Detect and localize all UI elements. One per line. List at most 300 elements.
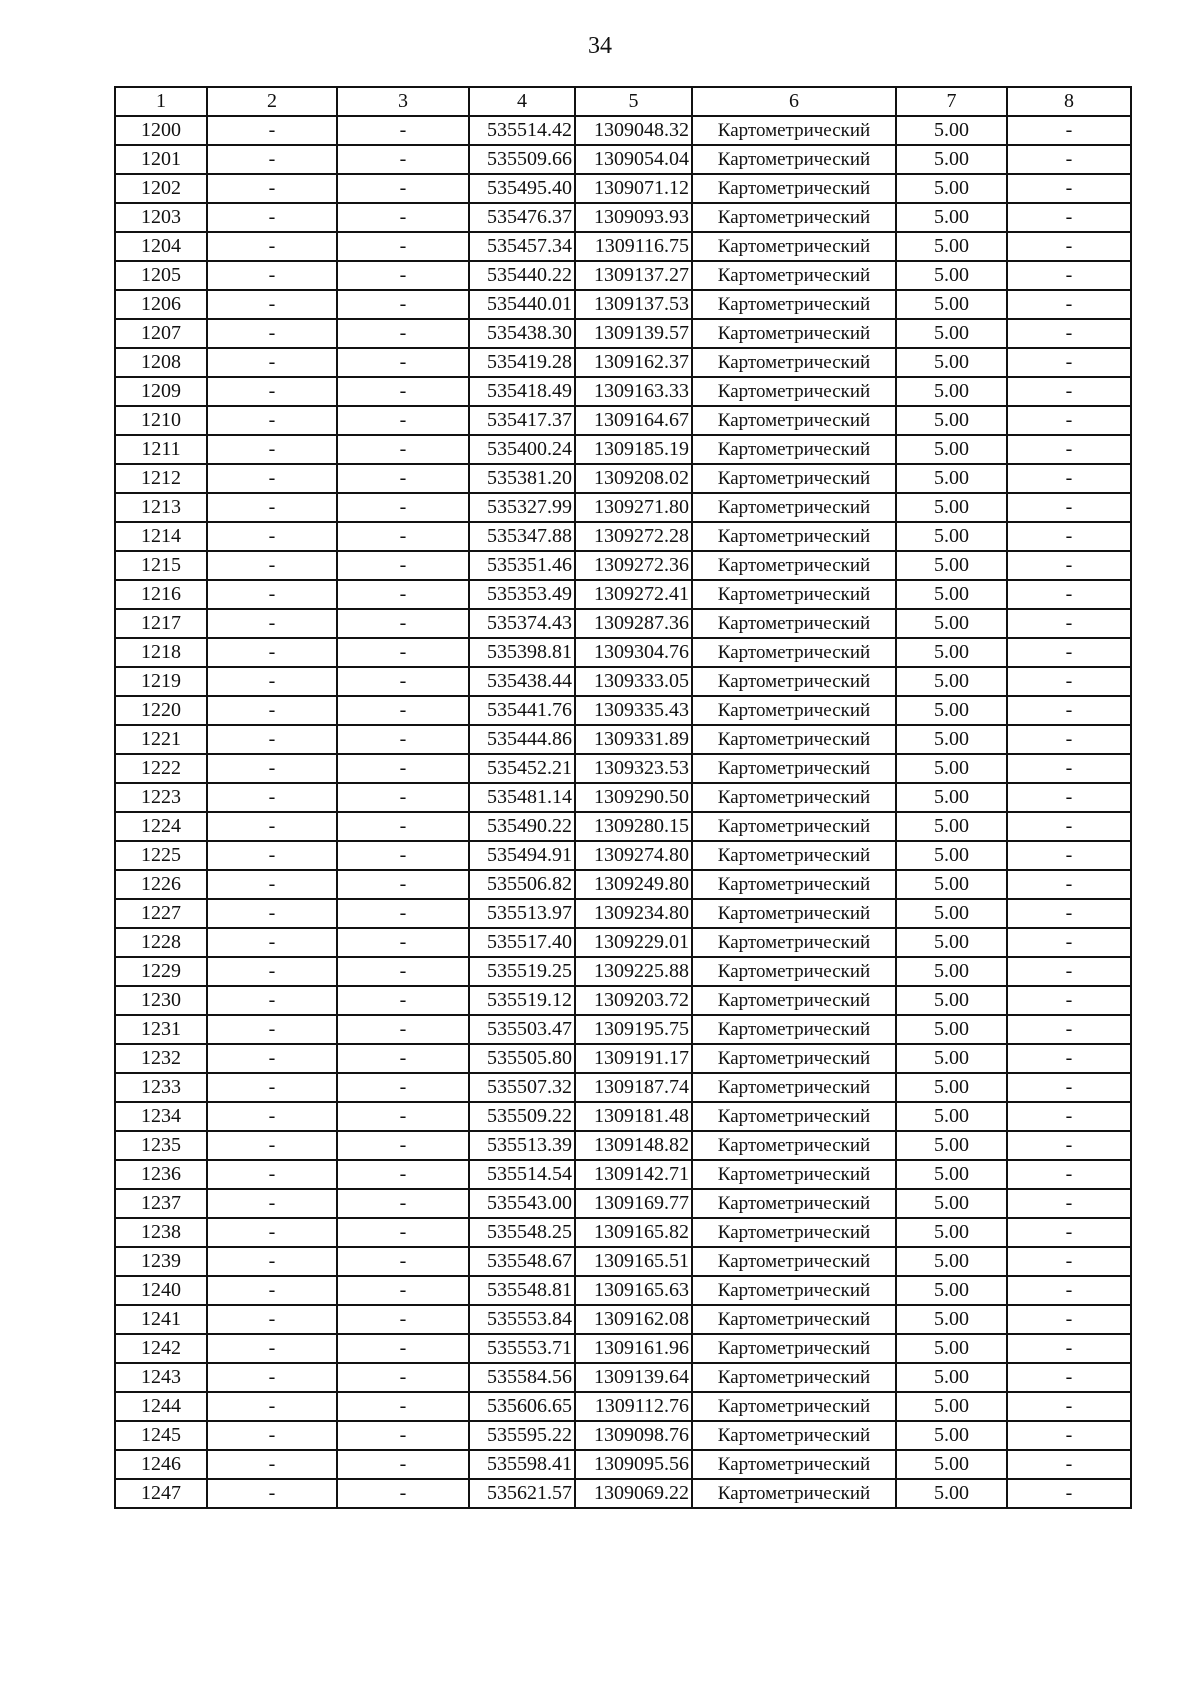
col8-cell: - — [1007, 1102, 1131, 1131]
col2-cell: - — [207, 319, 337, 348]
col2-cell: - — [207, 696, 337, 725]
x-coordinate-cell: 535513.97 — [469, 899, 575, 928]
point-number-cell: 1201 — [115, 145, 207, 174]
x-coordinate-cell: 535514.54 — [469, 1160, 575, 1189]
col3-cell: - — [337, 725, 469, 754]
method-cell: Картометрический — [692, 1247, 896, 1276]
y-coordinate-cell: 1309165.51 — [575, 1247, 692, 1276]
col3-cell: - — [337, 580, 469, 609]
col8-cell: - — [1007, 638, 1131, 667]
col2-cell: - — [207, 1305, 337, 1334]
col3-cell: - — [337, 493, 469, 522]
point-number-cell: 1243 — [115, 1363, 207, 1392]
col8-cell: - — [1007, 290, 1131, 319]
col2-cell: - — [207, 609, 337, 638]
col2-cell: - — [207, 406, 337, 435]
col3-cell: - — [337, 1421, 469, 1450]
col2-cell: - — [207, 348, 337, 377]
point-number-cell: 1203 — [115, 203, 207, 232]
y-coordinate-cell: 1309274.80 — [575, 841, 692, 870]
col8-cell: - — [1007, 754, 1131, 783]
accuracy-cell: 5.00 — [896, 1421, 1007, 1450]
accuracy-cell: 5.00 — [896, 319, 1007, 348]
table-row — [115, 261, 1131, 290]
table-row — [115, 841, 1131, 870]
x-coordinate-cell: 535548.81 — [469, 1276, 575, 1305]
y-coordinate-cell: 1309148.82 — [575, 1131, 692, 1160]
col2-cell: - — [207, 1479, 337, 1508]
accuracy-cell: 5.00 — [896, 1479, 1007, 1508]
accuracy-cell: 5.00 — [896, 754, 1007, 783]
x-coordinate-cell: 535476.37 — [469, 203, 575, 232]
col2-cell: - — [207, 174, 337, 203]
x-coordinate-cell: 535509.22 — [469, 1102, 575, 1131]
col8-cell: - — [1007, 348, 1131, 377]
col2-cell: - — [207, 1189, 337, 1218]
y-coordinate-cell: 1309333.05 — [575, 667, 692, 696]
x-coordinate-cell: 535598.41 — [469, 1450, 575, 1479]
table-row — [115, 1479, 1131, 1508]
method-cell: Картометрический — [692, 1392, 896, 1421]
accuracy-cell: 5.00 — [896, 116, 1007, 145]
method-cell: Картометрический — [692, 1218, 896, 1247]
table-row — [115, 1392, 1131, 1421]
table-row — [115, 696, 1131, 725]
point-number-cell: 1200 — [115, 116, 207, 145]
point-number-cell: 1241 — [115, 1305, 207, 1334]
table-row — [115, 203, 1131, 232]
x-coordinate-cell: 535517.40 — [469, 928, 575, 957]
x-coordinate-cell: 535621.57 — [469, 1479, 575, 1508]
accuracy-cell: 5.00 — [896, 609, 1007, 638]
col2-cell: - — [207, 203, 337, 232]
point-number-cell: 1246 — [115, 1450, 207, 1479]
accuracy-cell: 5.00 — [896, 464, 1007, 493]
x-coordinate-cell: 535440.01 — [469, 290, 575, 319]
method-cell: Картометрический — [692, 1189, 896, 1218]
col2-cell: - — [207, 899, 337, 928]
accuracy-cell: 5.00 — [896, 1305, 1007, 1334]
col8-cell: - — [1007, 899, 1131, 928]
table-row — [115, 116, 1131, 145]
accuracy-cell: 5.00 — [896, 1160, 1007, 1189]
table-row — [115, 638, 1131, 667]
table-row — [115, 1102, 1131, 1131]
table-row — [115, 928, 1131, 957]
method-cell: Картометрический — [692, 493, 896, 522]
col3-cell: - — [337, 435, 469, 464]
header-row — [115, 87, 1131, 116]
point-number-cell: 1247 — [115, 1479, 207, 1508]
col2-cell: - — [207, 1450, 337, 1479]
col3-cell: - — [337, 203, 469, 232]
x-coordinate-cell: 535381.20 — [469, 464, 575, 493]
x-coordinate-cell: 535398.81 — [469, 638, 575, 667]
y-coordinate-cell: 1309165.82 — [575, 1218, 692, 1247]
y-coordinate-cell: 1309203.72 — [575, 986, 692, 1015]
point-number-cell: 1202 — [115, 174, 207, 203]
point-number-cell: 1228 — [115, 928, 207, 957]
table-row — [115, 377, 1131, 406]
col8-cell: - — [1007, 1044, 1131, 1073]
x-coordinate-cell: 535507.32 — [469, 1073, 575, 1102]
col8-cell: - — [1007, 812, 1131, 841]
point-number-cell: 1219 — [115, 667, 207, 696]
x-coordinate-cell: 535506.82 — [469, 870, 575, 899]
col2-cell: - — [207, 377, 337, 406]
table-body — [115, 116, 1131, 1508]
x-coordinate-cell: 535509.66 — [469, 145, 575, 174]
col3-cell: - — [337, 377, 469, 406]
accuracy-cell: 5.00 — [896, 870, 1007, 899]
accuracy-cell: 5.00 — [896, 1015, 1007, 1044]
x-coordinate-cell: 535548.25 — [469, 1218, 575, 1247]
col8-cell: - — [1007, 696, 1131, 725]
accuracy-cell: 5.00 — [896, 1450, 1007, 1479]
col8-cell: - — [1007, 174, 1131, 203]
accuracy-cell: 5.00 — [896, 1276, 1007, 1305]
col2-cell: - — [207, 1247, 337, 1276]
method-cell: Картометрический — [692, 928, 896, 957]
method-cell: Картометрический — [692, 290, 896, 319]
table-row — [115, 493, 1131, 522]
accuracy-cell: 5.00 — [896, 203, 1007, 232]
x-coordinate-cell: 535444.86 — [469, 725, 575, 754]
x-coordinate-cell: 535584.56 — [469, 1363, 575, 1392]
table-row — [115, 348, 1131, 377]
method-cell: Картометрический — [692, 348, 896, 377]
col8-cell: - — [1007, 435, 1131, 464]
y-coordinate-cell: 1309142.71 — [575, 1160, 692, 1189]
y-coordinate-cell: 1309162.37 — [575, 348, 692, 377]
col8-cell: - — [1007, 551, 1131, 580]
x-coordinate-cell: 535452.21 — [469, 754, 575, 783]
x-coordinate-cell: 535457.34 — [469, 232, 575, 261]
method-cell: Картометрический — [692, 1276, 896, 1305]
table-row — [115, 1160, 1131, 1189]
point-number-cell: 1244 — [115, 1392, 207, 1421]
accuracy-cell: 5.00 — [896, 551, 1007, 580]
table-row — [115, 1073, 1131, 1102]
col2-cell: - — [207, 1218, 337, 1247]
method-cell: Картометрический — [692, 870, 896, 899]
col3-cell: - — [337, 1363, 469, 1392]
point-number-cell: 1235 — [115, 1131, 207, 1160]
x-coordinate-cell: 535353.49 — [469, 580, 575, 609]
method-cell: Картометрический — [692, 1421, 896, 1450]
method-cell: Картометрический — [692, 377, 896, 406]
method-cell: Картометрический — [692, 754, 896, 783]
x-coordinate-cell: 535374.43 — [469, 609, 575, 638]
x-coordinate-cell: 535418.49 — [469, 377, 575, 406]
col3-cell: - — [337, 174, 469, 203]
method-cell: Картометрический — [692, 783, 896, 812]
col2-cell: - — [207, 870, 337, 899]
col2-cell: - — [207, 1160, 337, 1189]
x-coordinate-cell: 535514.42 — [469, 116, 575, 145]
table-row — [115, 1218, 1131, 1247]
col2-cell: - — [207, 783, 337, 812]
col2-cell: - — [207, 667, 337, 696]
accuracy-cell: 5.00 — [896, 290, 1007, 319]
col3-cell: - — [337, 145, 469, 174]
table-row — [115, 406, 1131, 435]
point-number-cell: 1215 — [115, 551, 207, 580]
table-row — [115, 1276, 1131, 1305]
col3-cell: - — [337, 957, 469, 986]
col8-cell: - — [1007, 580, 1131, 609]
table-row — [115, 986, 1131, 1015]
accuracy-cell: 5.00 — [896, 174, 1007, 203]
method-cell: Картометрический — [692, 522, 896, 551]
col2-cell: - — [207, 1276, 337, 1305]
col2-cell: - — [207, 464, 337, 493]
point-number-cell: 1221 — [115, 725, 207, 754]
method-cell: Картометрический — [692, 1479, 896, 1508]
x-coordinate-cell: 535417.37 — [469, 406, 575, 435]
point-number-cell: 1223 — [115, 783, 207, 812]
x-coordinate-cell: 535519.12 — [469, 986, 575, 1015]
col3-cell: - — [337, 551, 469, 580]
col3-cell: - — [337, 406, 469, 435]
x-coordinate-cell: 535400.24 — [469, 435, 575, 464]
x-coordinate-cell: 535503.47 — [469, 1015, 575, 1044]
point-number-cell: 1212 — [115, 464, 207, 493]
method-cell: Картометрический — [692, 1450, 896, 1479]
col2-cell: - — [207, 493, 337, 522]
col3-cell: - — [337, 1044, 469, 1073]
y-coordinate-cell: 1309272.36 — [575, 551, 692, 580]
header-cell: 4 — [469, 87, 575, 116]
col3-cell: - — [337, 638, 469, 667]
point-number-cell: 1224 — [115, 812, 207, 841]
y-coordinate-cell: 1309323.53 — [575, 754, 692, 783]
col8-cell: - — [1007, 609, 1131, 638]
x-coordinate-cell: 535490.22 — [469, 812, 575, 841]
x-coordinate-cell: 535441.76 — [469, 696, 575, 725]
accuracy-cell: 5.00 — [896, 1073, 1007, 1102]
page-number: 34 — [588, 33, 612, 59]
col3-cell: - — [337, 667, 469, 696]
coordinates-table — [114, 86, 1132, 1509]
accuracy-cell: 5.00 — [896, 1363, 1007, 1392]
col8-cell: - — [1007, 1218, 1131, 1247]
col8-cell: - — [1007, 783, 1131, 812]
point-number-cell: 1225 — [115, 841, 207, 870]
header-cell: 7 — [896, 87, 1007, 116]
header-cell: 6 — [692, 87, 896, 116]
col3-cell: - — [337, 1334, 469, 1363]
accuracy-cell: 5.00 — [896, 696, 1007, 725]
col3-cell: - — [337, 1160, 469, 1189]
x-coordinate-cell: 535543.00 — [469, 1189, 575, 1218]
y-coordinate-cell: 1309165.63 — [575, 1276, 692, 1305]
y-coordinate-cell: 1309169.77 — [575, 1189, 692, 1218]
header-cell: 3 — [337, 87, 469, 116]
col8-cell: - — [1007, 261, 1131, 290]
header-cell: 5 — [575, 87, 692, 116]
accuracy-cell: 5.00 — [896, 435, 1007, 464]
col3-cell: - — [337, 522, 469, 551]
accuracy-cell: 5.00 — [896, 348, 1007, 377]
x-coordinate-cell: 535347.88 — [469, 522, 575, 551]
col8-cell: - — [1007, 377, 1131, 406]
col3-cell: - — [337, 1131, 469, 1160]
point-number-cell: 1238 — [115, 1218, 207, 1247]
col2-cell: - — [207, 435, 337, 464]
method-cell: Картометрический — [692, 1073, 896, 1102]
col8-cell: - — [1007, 1450, 1131, 1479]
col2-cell: - — [207, 841, 337, 870]
col3-cell: - — [337, 1073, 469, 1102]
col2-cell: - — [207, 261, 337, 290]
col2-cell: - — [207, 812, 337, 841]
method-cell: Картометрический — [692, 145, 896, 174]
y-coordinate-cell: 1309093.93 — [575, 203, 692, 232]
y-coordinate-cell: 1309069.22 — [575, 1479, 692, 1508]
table-row — [115, 1334, 1131, 1363]
point-number-cell: 1208 — [115, 348, 207, 377]
y-coordinate-cell: 1309054.04 — [575, 145, 692, 174]
col8-cell: - — [1007, 522, 1131, 551]
method-cell: Картометрический — [692, 319, 896, 348]
y-coordinate-cell: 1309331.89 — [575, 725, 692, 754]
col2-cell: - — [207, 986, 337, 1015]
table-row — [115, 870, 1131, 899]
method-cell: Картометрический — [692, 609, 896, 638]
col2-cell: - — [207, 928, 337, 957]
y-coordinate-cell: 1309048.32 — [575, 116, 692, 145]
col3-cell: - — [337, 754, 469, 783]
method-cell: Картометрический — [692, 667, 896, 696]
col3-cell: - — [337, 232, 469, 261]
table-row — [115, 1131, 1131, 1160]
col8-cell: - — [1007, 464, 1131, 493]
x-coordinate-cell: 535548.67 — [469, 1247, 575, 1276]
col8-cell: - — [1007, 957, 1131, 986]
y-coordinate-cell: 1309191.17 — [575, 1044, 692, 1073]
col8-cell: - — [1007, 1160, 1131, 1189]
col3-cell: - — [337, 116, 469, 145]
header-cell: 2 — [207, 87, 337, 116]
y-coordinate-cell: 1309271.80 — [575, 493, 692, 522]
col2-cell: - — [207, 1102, 337, 1131]
point-number-cell: 1239 — [115, 1247, 207, 1276]
table-row — [115, 145, 1131, 174]
table-row — [115, 1015, 1131, 1044]
table-row — [115, 1044, 1131, 1073]
y-coordinate-cell: 1309187.74 — [575, 1073, 692, 1102]
method-cell: Картометрический — [692, 464, 896, 493]
col2-cell: - — [207, 580, 337, 609]
col8-cell: - — [1007, 1276, 1131, 1305]
x-coordinate-cell: 535440.22 — [469, 261, 575, 290]
point-number-cell: 1234 — [115, 1102, 207, 1131]
accuracy-cell: 5.00 — [896, 1334, 1007, 1363]
col8-cell: - — [1007, 841, 1131, 870]
col3-cell: - — [337, 1479, 469, 1508]
x-coordinate-cell: 535419.28 — [469, 348, 575, 377]
y-coordinate-cell: 1309071.12 — [575, 174, 692, 203]
table-row — [115, 174, 1131, 203]
method-cell: Картометрический — [692, 551, 896, 580]
x-coordinate-cell: 535438.44 — [469, 667, 575, 696]
x-coordinate-cell: 535513.39 — [469, 1131, 575, 1160]
table-row — [115, 232, 1131, 261]
method-cell: Картометрический — [692, 1363, 896, 1392]
point-number-cell: 1232 — [115, 1044, 207, 1073]
col3-cell: - — [337, 1015, 469, 1044]
y-coordinate-cell: 1309290.50 — [575, 783, 692, 812]
accuracy-cell: 5.00 — [896, 261, 1007, 290]
col3-cell: - — [337, 1392, 469, 1421]
y-coordinate-cell: 1309335.43 — [575, 696, 692, 725]
point-number-cell: 1242 — [115, 1334, 207, 1363]
x-coordinate-cell: 535606.65 — [469, 1392, 575, 1421]
y-coordinate-cell: 1309162.08 — [575, 1305, 692, 1334]
point-number-cell: 1226 — [115, 870, 207, 899]
col8-cell: - — [1007, 1131, 1131, 1160]
x-coordinate-cell: 535595.22 — [469, 1421, 575, 1450]
accuracy-cell: 5.00 — [896, 928, 1007, 957]
table-row — [115, 957, 1131, 986]
point-number-cell: 1214 — [115, 522, 207, 551]
accuracy-cell: 5.00 — [896, 638, 1007, 667]
col3-cell: - — [337, 696, 469, 725]
col3-cell: - — [337, 841, 469, 870]
col3-cell: - — [337, 986, 469, 1015]
col3-cell: - — [337, 348, 469, 377]
method-cell: Картометрический — [692, 174, 896, 203]
x-coordinate-cell: 535495.40 — [469, 174, 575, 203]
accuracy-cell: 5.00 — [896, 493, 1007, 522]
point-number-cell: 1206 — [115, 290, 207, 319]
y-coordinate-cell: 1309234.80 — [575, 899, 692, 928]
table-row — [115, 1363, 1131, 1392]
method-cell: Картометрический — [692, 696, 896, 725]
accuracy-cell: 5.00 — [896, 580, 1007, 609]
y-coordinate-cell: 1309195.75 — [575, 1015, 692, 1044]
method-cell: Картометрический — [692, 1160, 896, 1189]
col8-cell: - — [1007, 1392, 1131, 1421]
col2-cell: - — [207, 1044, 337, 1073]
y-coordinate-cell: 1309181.48 — [575, 1102, 692, 1131]
point-number-cell: 1233 — [115, 1073, 207, 1102]
col2-cell: - — [207, 957, 337, 986]
method-cell: Картометрический — [692, 1015, 896, 1044]
accuracy-cell: 5.00 — [896, 725, 1007, 754]
col8-cell: - — [1007, 667, 1131, 696]
table-row — [115, 551, 1131, 580]
col3-cell: - — [337, 1189, 469, 1218]
col8-cell: - — [1007, 1073, 1131, 1102]
y-coordinate-cell: 1309272.41 — [575, 580, 692, 609]
table-row — [115, 667, 1131, 696]
y-coordinate-cell: 1309161.96 — [575, 1334, 692, 1363]
col3-cell: - — [337, 899, 469, 928]
accuracy-cell: 5.00 — [896, 1247, 1007, 1276]
table-row — [115, 319, 1131, 348]
accuracy-cell: 5.00 — [896, 899, 1007, 928]
y-coordinate-cell: 1309164.67 — [575, 406, 692, 435]
table-row — [115, 435, 1131, 464]
method-cell: Картометрический — [692, 1334, 896, 1363]
col3-cell: - — [337, 609, 469, 638]
table-row — [115, 725, 1131, 754]
method-cell: Картометрический — [692, 203, 896, 232]
col3-cell: - — [337, 870, 469, 899]
method-cell: Картометрический — [692, 841, 896, 870]
